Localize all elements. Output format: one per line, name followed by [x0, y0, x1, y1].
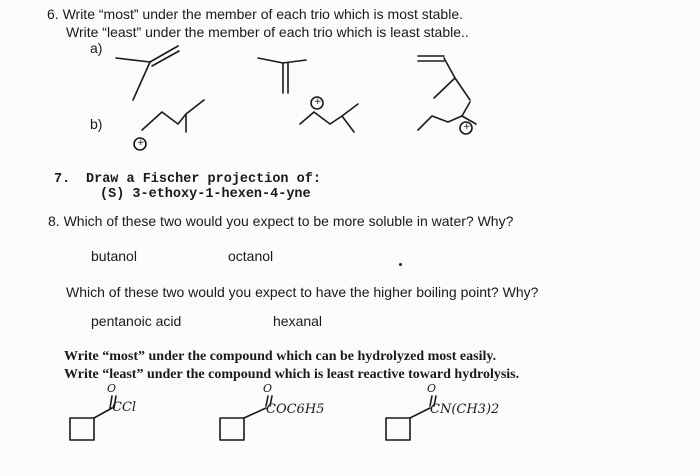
q8-line2: Which of these two would you expect to have the higher boiling point? Why? — [66, 284, 539, 300]
q7-number: 7. — [54, 172, 71, 187]
q9-line1: Write “most” under the compound which can be hydrolyzed most easily. — [64, 349, 497, 364]
acyl-chloride-group-label: CCl — [112, 400, 137, 415]
q8-option-butanol: butanol — [91, 248, 137, 264]
q6-part-b-label: b) — [90, 116, 103, 132]
amide-structure — [386, 396, 436, 440]
carbonyl-oxygen-1: O — [107, 382, 117, 395]
q6-line1: 6. Write “most” under the member of each trio which is most stable. — [47, 6, 464, 22]
cation-charge-b2: + — [314, 97, 322, 107]
q7-line1: Draw a Fischer projection of: — [86, 172, 321, 187]
acyl-chloride-structure — [70, 396, 116, 440]
q7-line2: (S) 3-ethoxy-1-hexen-4-yne — [100, 187, 311, 202]
q8-option-octanol: octanol — [228, 248, 274, 264]
q6-part-a-label: a) — [90, 40, 103, 56]
ester-group-label: COC6H5 — [266, 402, 325, 417]
alkene-structure-a2 — [258, 58, 306, 93]
q9-line2: Write “least” under the compound which is least reactive toward hydrolysis. — [64, 367, 520, 382]
q8-option-pentanoic-acid: pentanoic acid — [91, 313, 182, 329]
q6-line2: Write “least” under the member of each trio which is least stable.. — [66, 24, 469, 40]
carbonyl-oxygen-3: O — [427, 382, 437, 395]
carbonyl-oxygen-2: O — [263, 382, 273, 395]
carbocation-structure-b2 — [300, 97, 358, 132]
ester-structure — [220, 396, 272, 440]
alkene-structure-a3 — [418, 56, 470, 100]
q8-line1: 8. Which of these two would you expect to be more soluble in water? Why? — [48, 213, 514, 229]
q8-option-hexanal: hexanal — [273, 313, 323, 329]
alkene-structure-a1 — [116, 46, 179, 100]
cation-charge-b1: + — [137, 138, 145, 148]
cation-charge-b3: + — [463, 122, 471, 132]
amide-group-label: CN(CH3)2 — [430, 402, 500, 417]
stray-dot — [399, 263, 402, 266]
